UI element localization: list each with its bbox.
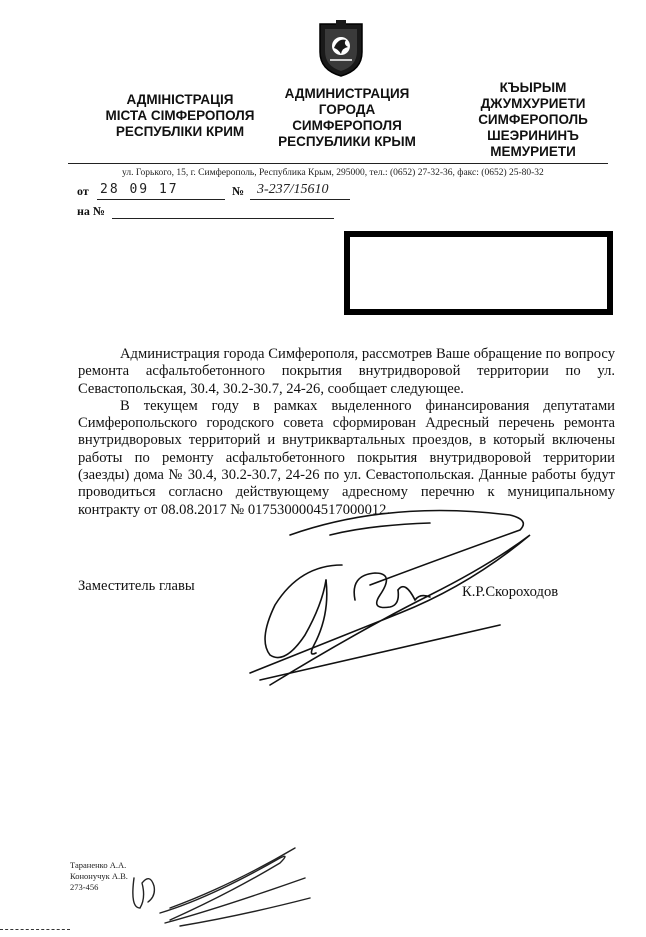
reference-underline xyxy=(112,218,334,219)
header-left-title xyxy=(80,92,280,140)
bottom-edge-mark xyxy=(0,929,70,930)
reference-label: на № xyxy=(77,204,105,218)
date-value: 28 09 17 xyxy=(100,182,179,197)
header-center-line: АДМИНИСТРАЦИЯ xyxy=(284,86,410,101)
header-address: ул. Горького, 15, г. Симферополь, Республика Крым, 295000, тел.: (0652) 27-32-36, факс: (0652) 25-80-32 xyxy=(122,168,544,178)
coat-of-arms-icon xyxy=(316,20,366,78)
header-right-line: ДЖУМХУРИЕТИ xyxy=(480,96,586,111)
header-left-line: РЕСПУБЛІКИ КРИМ xyxy=(115,124,245,139)
number-label: № xyxy=(232,184,245,198)
executor-line: Тараненко А.А. xyxy=(70,860,127,870)
header-right-title xyxy=(448,80,618,160)
signatory-position: Заместитель главы xyxy=(78,578,195,594)
header-right-line: МЕМУРИЕТИ xyxy=(490,144,576,159)
header-right-line: ШЕЭРИНИНЪ xyxy=(487,128,579,143)
handwritten-signature xyxy=(230,495,540,695)
header-left-line: МІСТА СІМФЕРОПОЛЯ xyxy=(105,108,255,123)
header-center-line: СИМФЕРОПОЛЯ xyxy=(292,118,402,133)
number-value: 3-237/15610 xyxy=(257,182,329,197)
header-center-line: РЕСПУБЛИКИ КРЫМ xyxy=(278,134,416,149)
addressee-redacted-box xyxy=(344,231,613,315)
date-underline xyxy=(97,199,225,200)
header-right-line: СИМФЕРОПОЛЬ xyxy=(478,112,588,127)
executor-line: 273-456 xyxy=(70,882,99,892)
header-right-line: КЪЫРЫМ xyxy=(499,80,567,95)
executor-line: Кононучук А.В. xyxy=(70,871,128,881)
letter-body xyxy=(78,346,615,519)
number-underline xyxy=(250,199,350,200)
bottom-handwritten-scribble xyxy=(120,838,320,928)
date-label: от xyxy=(77,184,89,198)
body-paragraph: Администрация города Симферополя, рассмотрев Ваше обращение по вопросу ремонта асфальтобетонного покрытия внутридворовой территории по ул. Севастопольская, 30.4, 30.2-30.7, 24-26, сообщает следующее. xyxy=(78,346,615,397)
body-paragraph: В текущем году в рамках выделенного финансирования депутатами Симферопольского городского совета сформирован Адресный перечень ремонта внутридворовых территорий и внутриквартальных проездов, в который включены работы по ремонту асфальтобетонного покрытия внутридворовой территории (заезды) дома № 30.4, 30.2-30.7, 24-26 по ул. Севастопольская. Данные работы будут проводиться согласно действующему адресному перечню к муниципальному контракту от 08.08.2017 № 0175300004517000012. xyxy=(78,397,615,518)
signatory-name: К.Р.Скороходов xyxy=(462,584,559,600)
header-center-title xyxy=(252,86,442,150)
header-center-line: ГОРОДА xyxy=(318,102,376,117)
header-left-line: АДМІНІСТРАЦІЯ xyxy=(126,92,234,107)
header-divider xyxy=(68,163,608,164)
